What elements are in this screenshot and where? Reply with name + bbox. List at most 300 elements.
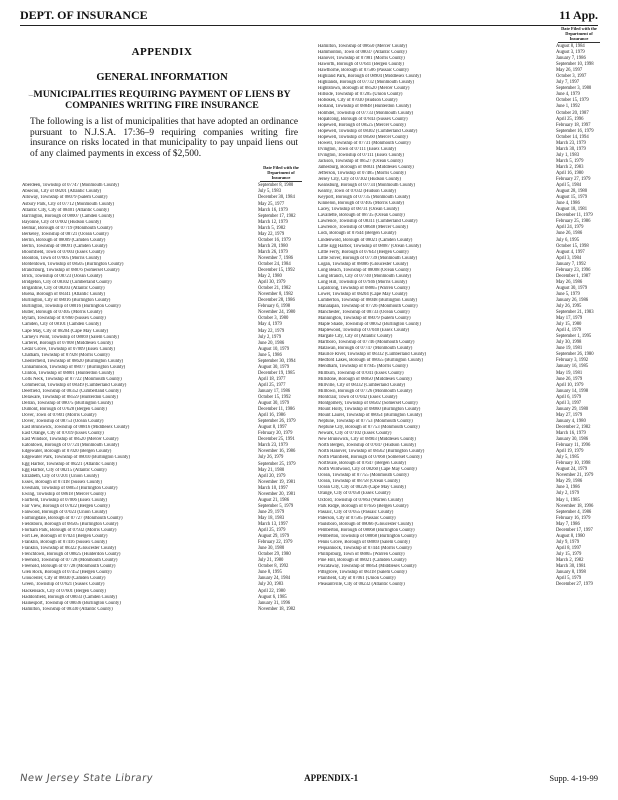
date-filed: August 24, 1979 xyxy=(556,467,588,473)
date-filed: May 18, 1983 xyxy=(258,515,285,521)
municipality-name: Ocean, Township of 07755 (Monmouth County) xyxy=(318,473,409,479)
date-filed: October 21, 1982 xyxy=(258,286,291,292)
date-filed: August 18, 1981 xyxy=(556,207,588,213)
municipality-name: Millville, City of 08332 (Cumberland County) xyxy=(318,382,406,388)
date-filed: January 26, 1986 xyxy=(556,297,589,303)
date-filed: May 21, 1980 xyxy=(258,467,285,473)
municipality-name: Berkeley, Township of 08721 (Ocean County) xyxy=(22,231,109,237)
date-filed: February 23, 1996 xyxy=(556,267,591,273)
date-filed: December 2, 1982 xyxy=(556,424,591,430)
date-filed: July 2, 1979 xyxy=(556,491,580,497)
municipality-name: Ocean City, City of 08226 (Cape May County) xyxy=(318,485,406,491)
date-filed: June 5, 1979 xyxy=(556,291,580,297)
date-filed: April 16, 1986 xyxy=(258,413,286,419)
date-filed: September 26, 1979 xyxy=(258,419,296,425)
date-filed: February 20, 1979 xyxy=(258,431,293,437)
date-filed: October 8, 1992 xyxy=(258,564,289,570)
date-filed: April 19, 1979 xyxy=(556,449,584,455)
date-filed: May 1, 1985 xyxy=(556,497,580,503)
municipality-name: Bayonne, City of 07002 (Hudson County) xyxy=(22,219,101,225)
date-filed: January 14, 1998 xyxy=(556,388,589,394)
date-filed: February 10, 1998 xyxy=(556,461,591,467)
date-filed: March 2, 1983 xyxy=(556,164,584,170)
municipality-name: Manalapan, Township of 07726 (Monmouth County) xyxy=(318,304,418,310)
municipality-name: Lawrence, Township of 08648 (Mercer County) xyxy=(318,225,408,231)
date-filed: May 25, 1977 xyxy=(258,201,285,207)
date-filed: June 5, 1986 xyxy=(258,352,282,358)
municipality-row xyxy=(318,582,600,588)
municipality-row xyxy=(22,607,302,613)
municipality-name: Hightstown, Borough of 08520 (Mercer County) xyxy=(318,86,410,92)
date-filed: October 16, 1979 xyxy=(258,237,291,243)
date-filed: May 22, 1979 xyxy=(258,231,285,237)
municipality-name: Alloway, Township of 08079 (Salem County) xyxy=(22,195,108,201)
municipality-name: Highland Park, Borough of 08904 (Middlesex County) xyxy=(318,74,421,80)
left-column xyxy=(22,46,302,613)
date-filed: July 2, 1979 xyxy=(258,334,282,340)
municipality-name: Hammonton, Town of 08037 (Atlantic County) xyxy=(318,50,407,56)
municipality-name: Absecon, City of 08201 (Atlantic County) xyxy=(22,189,102,195)
municipality-name: Mount Laurel, Township of 08054 (Burlington County) xyxy=(318,412,423,418)
date-filed: July 15, 1980 xyxy=(556,322,582,328)
date-filed: November 7, 1986 xyxy=(258,255,294,261)
municipality-name: Matawan, Borough of 07747 (Monmouth County) xyxy=(318,346,413,352)
municipality-name: Pemberton, Borough of 08068 (Burlington County) xyxy=(318,527,415,533)
date-filed: July 5, 1985 xyxy=(556,455,580,461)
municipality-name: Bridgeton, City of 08302 (Cumberland County) xyxy=(22,280,112,286)
municipality-name: Berlin, Township of 08091 (Camden County) xyxy=(22,243,108,249)
municipality-name: Egg Harbor, Township of 08221 (Atlantic County) xyxy=(22,461,117,467)
date-filed: April 5, 1979 xyxy=(556,576,582,582)
date-filed: October 15, 1979 xyxy=(556,98,589,104)
date-filed: March 23, 1979 xyxy=(258,443,288,449)
library-stamp: New Jersey State Library xyxy=(19,773,154,784)
date-filed: July 9, 1979 xyxy=(556,539,580,545)
municipality-name: Hanover, Township of 07981 (Morris County) xyxy=(318,56,405,62)
supplement-date: Supp. 4-19-99 xyxy=(549,773,598,783)
municipality-name: Little Egg Harbor, Township of 08087 (Ocean County) xyxy=(318,243,422,249)
municipality-name: Dover, Township of 08753 (Ocean County) xyxy=(22,419,104,425)
date-filed: November 16, 1986 xyxy=(258,449,296,455)
municipality-name: Maurice River, Township of 08332 (Cumberland County) xyxy=(318,352,427,358)
date-filed: March 16, 1979 xyxy=(556,431,586,436)
date-filed: September 21, 1983 xyxy=(556,310,594,316)
municipality-name: Hamilton, Township of 08330 (Atlantic County) xyxy=(22,606,113,612)
left-municipality-list xyxy=(22,183,302,612)
municipality-name: North Hanover, Township of 08562 (Burlington County) xyxy=(318,449,425,455)
date-filed: October 15, 1992 xyxy=(258,395,291,401)
municipality-name: Pittsgrove, Township of 08318 (Salem County) xyxy=(318,570,407,576)
date-filed: November 18, 1996 xyxy=(556,503,594,509)
municipality-name: Margate City, City of (Atlantic County) xyxy=(318,334,393,340)
date-filed: September 4, 1986 xyxy=(556,509,592,515)
date-filed: September 8, 1980 xyxy=(258,183,294,189)
date-filed: February 22, 1979 xyxy=(258,540,293,546)
date-filed: June 4, 1979 xyxy=(556,92,580,98)
date-filed: July 26, 1995 xyxy=(556,304,582,310)
date-filed: January 31, 1996 xyxy=(258,600,291,606)
municipality-name: Holland, Township of 08848 (Hunterdon County) xyxy=(318,104,412,110)
municipality-name: Long Branch, City of 07740 (Monmouth County) xyxy=(318,273,412,279)
date-filed: January 16, 1985 xyxy=(556,364,589,370)
municipality-name: Highlands, Borough of 07732 (Monmouth County) xyxy=(318,80,415,86)
municipality-name: Long Hill, Township of 07946 (Morris County) xyxy=(318,279,408,285)
date-filed: July 6, 1995 xyxy=(556,237,580,243)
date-filed: January 17, 1986 xyxy=(258,388,291,394)
municipality-name: Lumberton, Township of 08048 (Burlington County) xyxy=(318,297,418,303)
date-filed: January 29, 1980 xyxy=(556,406,589,412)
municipality-name: Delaware, Township of 08559 (Hunterdon County) xyxy=(22,395,118,401)
date-filed: December 28, 1986 xyxy=(258,298,295,304)
date-filed: October 3, 1997 xyxy=(556,74,587,80)
municipality-name: Green, Township of 07821 (Sussex County) xyxy=(22,582,105,588)
municipality-name: Ewing, Township of 08618 (Mercer County) xyxy=(22,491,106,497)
date-filed: March 23, 1979 xyxy=(556,140,586,146)
date-filed: September 3, 1980 xyxy=(556,86,592,92)
municipality-name: Belmar, Borough of 07719 (Monmouth County) xyxy=(22,225,113,231)
municipality-name: Eatontown, Borough of 07724 (Monmouth County) xyxy=(22,443,120,449)
municipality-name: Jersey City, City of 07302 (Hudson County) xyxy=(318,177,401,183)
municipality-name: Lavallette, Borough of 08735 (Ocean County) xyxy=(318,213,405,219)
municipality-name: Millstone, Borough of 08850 (Middlesex County) xyxy=(318,376,412,382)
date-filed: August 29, 1979 xyxy=(258,534,290,540)
municipality-name: Pemberton, Township of 08068 (Burlington County) xyxy=(318,533,417,539)
date-filed: August 30, 1979 xyxy=(258,401,290,407)
date-filed: September 17, 1982 xyxy=(258,213,296,219)
municipality-name: Haddonfield, Borough of 08033 (Camden County) xyxy=(22,594,118,600)
municipality-name: Branchburg, Township of 08876 (Somerset County) xyxy=(22,268,120,274)
date-filed: March 10, 1997 xyxy=(258,485,288,491)
municipality-name: Marlboro, Township of 07746 (Monmouth County) xyxy=(318,340,415,346)
right-date-column-header: Date Filed with the Department of Insurance xyxy=(318,26,600,43)
date-filed: May 19, 1981 xyxy=(556,370,583,376)
municipality-name: Hoboken, City of 07030 (Hudson County) xyxy=(318,98,398,104)
municipality-name: Paulsboro, Borough of 08066 (Gloucester County) xyxy=(318,521,414,527)
page-header xyxy=(20,8,598,26)
date-filed: July 15, 1979 xyxy=(556,551,582,557)
municipality-name: Franklin, Township of 08322 (Gloucester County) xyxy=(22,546,117,552)
date-filed: April 25, 1979 xyxy=(258,528,286,534)
municipality-name: Carteret, Borough of 07008 (Middlesex County) xyxy=(22,340,113,346)
municipality-name: Medford Lakes, Borough of 08055 (Burlington County) xyxy=(318,358,424,364)
date-filed: May 4, 1979 xyxy=(258,322,282,328)
date-filed: April 22, 1980 xyxy=(258,588,286,594)
date-filed: March 5, 1982 xyxy=(258,225,286,231)
municipality-name: Hawthorne, Borough of 07506 (Passaic County) xyxy=(318,68,409,74)
date-filed: September 5, 1979 xyxy=(258,503,294,509)
municipality-name: Frenchtown, Borough of 08825 (Hunterdon County) xyxy=(22,552,121,558)
municipality-name: Neptune, Township of 07753 (Monmouth County) xyxy=(318,418,413,424)
municipality-name: Freehold, Township of 07728 (Monmouth County) xyxy=(22,558,118,564)
date-filed: December 25, 1991 xyxy=(258,437,295,443)
municipality-name: Oxford, Township of 07863 (Warren County) xyxy=(318,497,404,503)
municipality-name: Lower, Township of 08204 (Cape May County) xyxy=(318,291,408,297)
date-filed: March 16, 1979 xyxy=(258,207,288,213)
municipality-name: Delran, Township of 08075 (Burlington County) xyxy=(22,401,113,407)
date-filed: June 30, 1980 xyxy=(258,546,285,552)
municipality-name: Hamilton, Township of 08650 (Mercer County) xyxy=(318,44,408,49)
municipality-name: East Brunswick, Township of 08816 (Middlesex County) xyxy=(22,425,130,431)
date-filed: April 25, 1977 xyxy=(258,382,286,388)
date-filed: October 14, 1994 xyxy=(556,134,589,140)
municipality-name: Lodi, Borough of 07644 (Bergen County) xyxy=(318,231,397,237)
municipality-name: Fair View, Borough of 07022 (Bergen County) xyxy=(22,503,110,509)
municipality-name: Chatham, Township of 07928 (Morris County) xyxy=(22,352,110,358)
municipality-name: Manchester, Township of 08733 (Ocean County) xyxy=(318,310,410,316)
municipality-name: Brick, Township of 08723 (Ocean County) xyxy=(22,274,103,280)
municipality-name: Millburn, Township of 07041 (Essex County) xyxy=(318,370,404,376)
date-filed: July 1, 1983 xyxy=(556,152,580,158)
date-filed: August 15, 1979 xyxy=(556,195,588,201)
municipality-name: Dumont, Borough of 07628 (Bergen County) xyxy=(22,407,107,413)
date-filed: June 29, 1979 xyxy=(258,509,285,515)
date-filed: August 28, 1980 xyxy=(556,189,588,195)
date-filed: November 21, 1979 xyxy=(556,473,594,479)
municipality-name: Logan, Township of 08086 (Gloucester County) xyxy=(318,261,409,267)
date-filed: November 20, 1981 xyxy=(258,491,296,497)
municipality-name: Lacey, Township of 08731 (Ocean County) xyxy=(318,207,400,213)
date-filed: August 30, 1979 xyxy=(258,364,290,370)
municipality-name: Maplewood, Township of 07040 (Essex County) xyxy=(318,328,410,334)
date-filed: March 20, 1980 xyxy=(258,243,288,249)
date-filed: February 18, 1997 xyxy=(556,122,591,128)
date-filed: April 3, 1997 xyxy=(556,400,582,406)
date-filed: May 26, 1997 xyxy=(556,68,583,74)
municipality-name: Bloomfield, Town of 07003 (Essex County) xyxy=(22,249,105,255)
date-filed: December 15, 1992 xyxy=(258,268,295,274)
municipality-name: North Wildwood, City of 08260 (Cape May County) xyxy=(318,467,417,473)
municipality-name: Brigantine, City of 08203 (Atlantic County) xyxy=(22,286,105,292)
municipality-name: Camden, City of 08101 (Camden County) xyxy=(22,322,101,328)
municipality-name: Passaic, City of 07055 (Passaic County) xyxy=(318,509,394,515)
date-filed: January 8, 1998 xyxy=(556,570,586,576)
date-filed: February 11, 1996 xyxy=(556,443,591,449)
municipality-name: Ocean, Township of 08758 (Ocean County) xyxy=(318,479,400,485)
date-filed: September 1, 1995 xyxy=(556,334,592,340)
municipality-name: Hopatcong, Borough of 07843 (Sussex County) xyxy=(318,116,408,122)
municipality-name: Little Ferry, Borough of 07643 (Bergen County) xyxy=(318,249,409,255)
date-filed: May 27, 1979 xyxy=(556,412,583,418)
municipality-name: Cedar Grove, Township of 07009 (Essex County) xyxy=(22,346,115,352)
date-filed: January 7, 1986 xyxy=(556,56,586,62)
date-filed: July 21, 1980 xyxy=(258,558,284,564)
municipality-name: Kinnelon, Borough of 07405 (Morris County) xyxy=(318,201,405,207)
municipality-name: Milltown, Borough of 07726 (Monmouth County) xyxy=(318,388,413,394)
municipality-name: Hackensack, City of 07601 (Bergen County) xyxy=(22,588,106,594)
date-filed: August 4, 1997 xyxy=(556,249,585,255)
municipality-name: North Bergen, Township of 07047 (Hudson County) xyxy=(318,443,417,449)
municipality-name: Montgomery, Township of 08502 (Somerset County) xyxy=(318,400,418,406)
date-filed: August 21, 1986 xyxy=(258,497,290,503)
date-filed: August 3, 1979 xyxy=(556,50,585,56)
municipality-name: Hopewell, Township of 08302 (Cumberland County) xyxy=(318,128,418,134)
date-filed: May 29, 1986 xyxy=(556,479,583,485)
date-filed: December 19, 1985 xyxy=(258,370,295,376)
date-filed: April 5, 1984 xyxy=(556,183,582,189)
municipality-name: Jefferson, Township of 07485 (Morris County) xyxy=(318,170,406,176)
date-filed: September 26, 1980 xyxy=(556,352,594,358)
right-column xyxy=(318,26,600,588)
date-filed: February 6, 1998 xyxy=(258,304,291,310)
municipality-name: Cinnaminson, Township of 08077 (Burlington County) xyxy=(22,364,126,370)
date-filed: July 5, 1983 xyxy=(258,189,282,195)
date-filed: August 8, 1984 xyxy=(556,44,585,49)
municipality-name: Carney's Point, Township of 08069 (Salem County) xyxy=(22,334,119,340)
municipality-name: Fanwood, Borough of 07023 (Union County) xyxy=(22,509,108,515)
municipality-name: Buena, Borough of 08341 (Atlantic County) xyxy=(22,292,106,298)
municipality-name: Lopatcong, Township of 08865 (Warren County) xyxy=(318,285,410,291)
date-filed: August 30, 1979 xyxy=(556,285,588,291)
municipality-name: Orange, City of 07050 (Essex County) xyxy=(318,491,391,497)
date-filed: July 20, 1983 xyxy=(258,582,284,588)
municipality-name: Hopewell, Borough of 08525 (Mercer County) xyxy=(318,122,406,128)
municipality-name: Mendham, Township of 07945 (Morris County) xyxy=(318,364,408,370)
municipality-name: Neptune City, Borough of 07753 (Monmouth County) xyxy=(318,424,420,430)
date-filed: May 2, 1980 xyxy=(258,274,282,280)
municipality-name: Jackson, Township of 08527 (Ocean County) xyxy=(318,158,403,164)
municipality-name: Pequannock, Township of 07444 (Morris County) xyxy=(318,545,412,551)
municipality-name: Bordentown, Township of 08505 (Burlington County) xyxy=(22,261,124,267)
municipality-name: Haworth, Borough of 07641 (Bergen County) xyxy=(318,62,404,68)
municipality-name: North Plainfield, Borough of 07060 (Somerset County) xyxy=(318,455,422,461)
municipality-name: Gloucester, City of 08030 (Camden County) xyxy=(22,576,106,582)
municipality-name: Edgewater Park, Township of 08010 (Burlington County) xyxy=(22,455,131,461)
date-filed: March 30, 1979 xyxy=(556,146,586,152)
date-filed: September 16, 1979 xyxy=(556,128,594,134)
municipality-name: Little Silver, Borough of 07739 (Monmouth County) xyxy=(318,255,418,261)
municipality-name: Phillipsburg, Town of 08865 (Warren County) xyxy=(318,551,405,557)
municipality-name: Irvington, Township of 07111 (Essex County) xyxy=(318,152,404,158)
municipality-name: Jamesburg, Borough of 08831 (Middlesex County) xyxy=(318,164,414,170)
date-filed: April 16, 1980 xyxy=(556,170,584,176)
date-filed: February 27, 1979 xyxy=(556,177,591,183)
municipality-name: Franklin, Borough of 07416 (Sussex County) xyxy=(22,540,107,546)
date-filed: December 1, 1987 xyxy=(556,273,591,279)
municipality-name: East Orange, City of 07019 (Essex County) xyxy=(22,431,104,437)
date-filed: March 26, 1979 xyxy=(258,249,288,255)
section-title: MUNICIPALITIES REQUIRING PAYMENT OF LIENS BY COMPANIES WRITING FIRE INSURANCE xyxy=(33,89,291,111)
date-filed: November 8, 1982 xyxy=(258,292,294,298)
date-filed: February 3, 1992 xyxy=(556,358,589,364)
date-filed: July 26, 1979 xyxy=(258,455,284,461)
municipality-name: Hainesport, Township of 08036 (Burlington County) xyxy=(22,600,121,606)
date-filed: February 16, 1979 xyxy=(556,515,591,521)
municipality-name: Piscataway, Township of 08854 (Middlesex County) xyxy=(318,564,417,570)
date-filed: February 25, 1986 xyxy=(556,219,591,225)
municipality-name: Holmdel, Township of 07733 (Monmouth County) xyxy=(318,110,414,116)
municipality-name: Freehold, Borough of 07728 (Monmouth County) xyxy=(22,564,116,570)
date-filed: October 15, 1998 xyxy=(556,243,589,249)
municipality-name: Fairfield, Township of 07006 (Essex County) xyxy=(22,497,107,503)
municipality-name: Long Beach, Township of 08008 (Ocean County) xyxy=(318,267,411,273)
municipality-name: Hillside, Township of 07205 (Union County) xyxy=(318,92,403,98)
page-footer xyxy=(20,773,598,784)
municipality-name: Pine Hill, Borough of 08021 (Camden County) xyxy=(318,557,407,563)
municipality-name: Boonton, Town of 07005 (Morris County) xyxy=(22,255,102,261)
municipality-name: Keyport, Borough of 07735 (Monmouth County) xyxy=(318,195,411,201)
date-filed: January 24, 1984 xyxy=(258,576,291,582)
date-filed: January 4, 1980 xyxy=(556,418,586,424)
date-filed: June 8, 1995 xyxy=(258,570,282,576)
municipality-name: Cape May, City of 08204 (Cape May County) xyxy=(22,328,109,334)
date-filed: June 4, 1986 xyxy=(556,201,580,207)
date-filed: September 30, 1994 xyxy=(258,358,296,364)
date-filed: May 7, 1986 xyxy=(556,521,580,527)
date-filed: August 10, 1979 xyxy=(258,346,290,352)
municipality-name: Berlin, Borough of 08009 (Camden County) xyxy=(22,237,106,243)
date-filed: March 30, 1981 xyxy=(556,564,586,570)
footer-appendix-label: APPENDIX-1 xyxy=(304,773,359,783)
date-filed: September 10, 1998 xyxy=(556,62,594,68)
municipality-name: Deerfield, Township of 08352 (Cumberland County) xyxy=(22,388,121,394)
municipality-name: Montclair, Town of 07042 (Essex County) xyxy=(318,394,398,400)
date-filed: August 8, 1980 xyxy=(556,533,585,539)
date-filed: September 25, 1979 xyxy=(258,461,296,467)
date-filed: March 5, 1979 xyxy=(556,158,584,164)
municipality-name: Fort Lee, Borough of 07024 (Bergen County) xyxy=(22,534,108,540)
date-filed: April 8, 1997 xyxy=(556,545,582,551)
date-filed: April 18, 1977 xyxy=(258,376,286,382)
municipality-name: Chesterfield, Township of 08620 (Burlington County) xyxy=(22,358,124,364)
date-filed: June 1, 1992 xyxy=(556,104,580,110)
municipality-name: Paterson, City of 07505 (Passaic County) xyxy=(318,515,396,521)
date-filed: June 26, 1986 xyxy=(556,231,583,237)
municipality-name: Lindenwold, Borough of 08021 (Camden County) xyxy=(318,237,413,243)
municipality-name: Howell, Township of 07731 (Monmouth County) xyxy=(318,140,411,146)
date-filed: August 8, 1997 xyxy=(258,425,287,431)
municipality-name: Butler, Borough of 07405 (Morris County) xyxy=(22,310,103,316)
date-filed: July 30, 1998 xyxy=(556,340,582,346)
date-filed: November 18, 1982 xyxy=(258,606,296,612)
date-filed: April 30, 1979 xyxy=(258,280,286,286)
municipality-name: East Windsor, Township of 08520 (Mercer County) xyxy=(22,437,119,443)
intro-paragraph: The following is a list of municipalities that have adopted an ordinance pursuant to N.J.S.A. 17:36–9 requiring companies writing fire insurance on risks located in that municipality to pay unpaid liens out of any claimed payments in excess of $2,500. xyxy=(30,117,298,159)
municipality-name: Maple Shade, Township of 08052 (Burlington County) xyxy=(318,322,421,328)
date-filed: April 6, 1979 xyxy=(556,394,582,400)
municipality-name: Florham Park, Borough of 07932 (Morris County) xyxy=(22,528,117,534)
municipality-name: Aberdeen, Township of 07747 (Monmouth County) xyxy=(22,183,119,189)
municipality-name: Commercial, Township of 08349 (Cumberland County) xyxy=(22,382,127,388)
municipality-name: Clinton, Township of 08801 (Hunterdon County) xyxy=(22,370,115,376)
date-filed: July 7, 1997 xyxy=(556,80,580,86)
municipality-name: Plainfield, City of 07061 (Union County) xyxy=(318,576,396,582)
municipality-name: Colts Neck, Township of 07722 (Monmouth County) xyxy=(22,376,122,382)
municipality-name: Edgewater, Borough of 07020 (Bergen County) xyxy=(22,449,112,455)
date-filed: December 27, 1979 xyxy=(556,582,593,588)
date-filed: December 11, 1979 xyxy=(556,213,593,219)
date-filed: May 17, 1979 xyxy=(556,316,583,322)
date-filed: May 26, 1986 xyxy=(556,279,583,285)
municipality-name: Penns Grove, Borough of 08069 (Salem County) xyxy=(318,539,410,545)
appendix-title: APPENDIX xyxy=(131,46,193,58)
municipality-name: Keansburg, Borough of 07734 (Monmouth County) xyxy=(318,183,416,189)
municipality-name: Irvington, Town of 07111 (Essex County) xyxy=(318,146,397,152)
municipality-name: Atlantic City, City of 08401 (Atlantic County) xyxy=(22,207,109,213)
date-filed: November 19, 1981 xyxy=(258,479,296,485)
date-filed: December 30, 1984 xyxy=(258,195,295,201)
date-filed: January 7, 1992 xyxy=(556,261,586,267)
date-filed: October 29, 1980 xyxy=(258,552,291,558)
date-filed: June 20, 1986 xyxy=(258,340,285,346)
date-filed: June 3, 1986 xyxy=(556,485,580,491)
date-filed: April 25, 1996 xyxy=(556,116,584,122)
date-filed: December 11, 1986 xyxy=(258,407,295,413)
municipality-name: Asbury Park, City of 07712 (Monmouth County) xyxy=(22,201,115,207)
municipality-name: Elizabeth, City of 07201 (Union County) xyxy=(22,473,100,479)
left-date-column-header: Date Filed with the Department of Insurance xyxy=(22,165,302,182)
date-filed: August 6, 1985 xyxy=(258,594,287,600)
municipality-name: Byram, Township of 07860 (Sussex County) xyxy=(22,316,106,322)
